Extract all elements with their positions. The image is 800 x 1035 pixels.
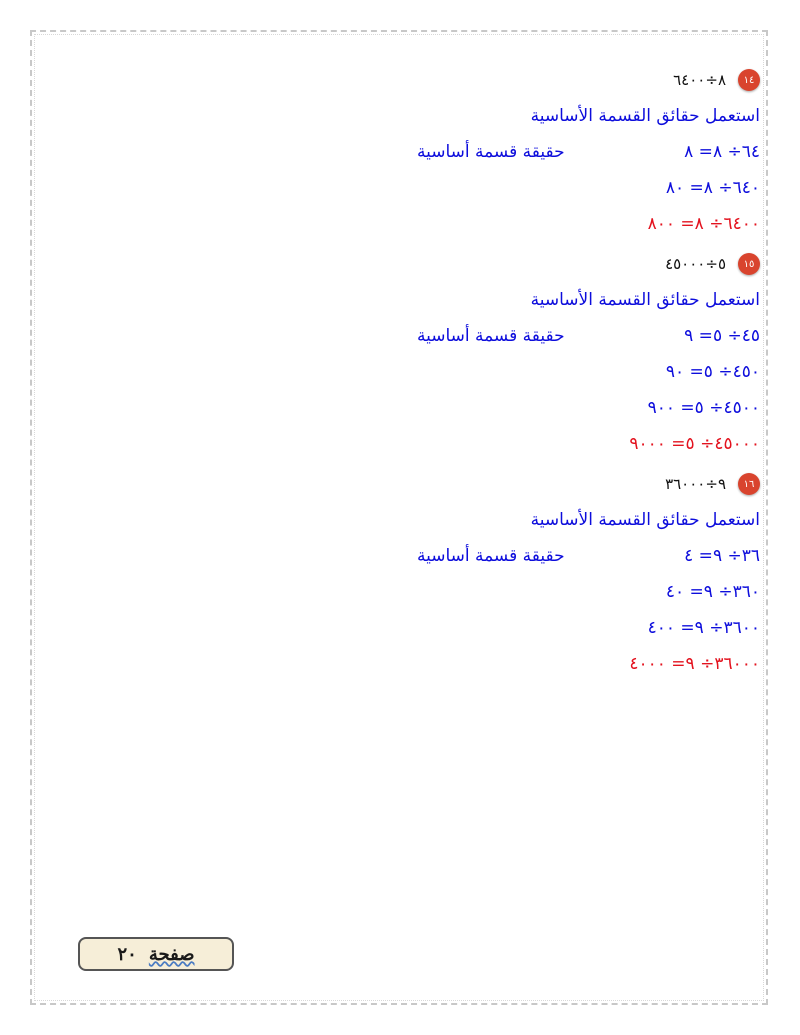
page-word: صفحة [148, 943, 195, 965]
question-number-badge: ١٦ [738, 473, 760, 495]
basic-fact-row [200, 134, 760, 170]
answer-line: ٣٦٠٠٠÷ ٩= ٤٠٠٠ [629, 654, 760, 674]
method-text: استعمل حقائق القسمة الأساسية [530, 290, 760, 310]
basic-fact-equation: ٣٦÷ ٩= ٤ [684, 546, 760, 566]
question-expression: ٥÷٤٥٠٠٠ [665, 255, 726, 273]
basic-fact-row [200, 538, 760, 574]
solutions [200, 58, 760, 682]
question-row [200, 62, 760, 98]
question-row [200, 466, 760, 502]
question-row [200, 246, 760, 282]
step-line: ٤٥٠÷ ٥= ٩٠ [665, 362, 760, 382]
basic-fact-row [200, 318, 760, 354]
step-line: ٣٦٠÷ ٩= ٤٠ [665, 582, 760, 602]
basic-fact-note: حقيقة قسمة أساسية [416, 142, 565, 162]
answer-line: ٤٥٠٠٠÷ ٥= ٩٠٠٠ [629, 434, 760, 454]
step-line: ٦٤٠÷ ٨= ٨٠ [665, 178, 760, 198]
step-line: ٤٥٠٠÷ ٥= ٩٠٠ [647, 398, 760, 418]
basic-fact-note: حقيقة قسمة أساسية [416, 326, 565, 346]
basic-fact-equation: ٤٥÷ ٥= ٩ [684, 326, 760, 346]
question-number-badge: ١٤ [738, 69, 760, 91]
basic-fact-note: حقيقة قسمة أساسية [416, 546, 565, 566]
basic-fact-equation: ٦٤÷ ٨= ٨ [684, 142, 760, 162]
question-expression: ٨÷٦٤٠٠ [673, 71, 726, 89]
page-number: ٢٠ [117, 943, 137, 965]
question-number-badge: ١٥ [738, 253, 760, 275]
page-number-label [78, 937, 234, 971]
question-expression: ٩÷٣٦٠٠٠ [665, 475, 726, 493]
step-line: ٣٦٠٠÷ ٩= ٤٠٠ [647, 618, 760, 638]
method-text: استعمل حقائق القسمة الأساسية [530, 510, 760, 530]
method-text: استعمل حقائق القسمة الأساسية [530, 106, 760, 126]
answer-line: ٦٤٠٠÷ ٨= ٨٠٠ [647, 214, 760, 234]
